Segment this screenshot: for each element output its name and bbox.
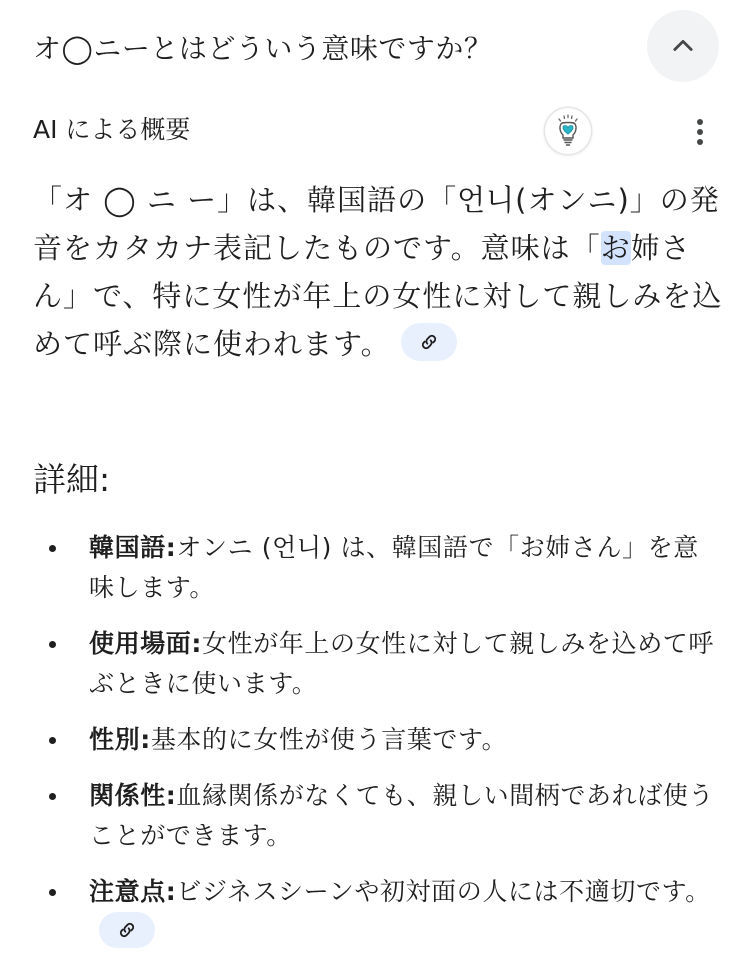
item-text: ビジネスシーンや初対面の人には不適切です。 bbox=[176, 877, 711, 906]
lightbulb-heart-icon bbox=[545, 108, 591, 154]
list-item bbox=[33, 872, 723, 952]
ai-overview-summary bbox=[33, 176, 723, 368]
item-term: 注意点: bbox=[89, 877, 177, 906]
source-link-button[interactable] bbox=[401, 323, 457, 361]
selected-text-highlight: お bbox=[600, 231, 631, 265]
bullet-icon bbox=[49, 641, 56, 648]
question-header[interactable] bbox=[33, 10, 723, 84]
item-text: オンニ (언니) は、韓国語で「お姉さん」を意味します。 bbox=[89, 533, 699, 602]
more-options-button[interactable] bbox=[687, 114, 713, 150]
list-item bbox=[33, 776, 723, 856]
list-item bbox=[33, 624, 723, 704]
list-item bbox=[33, 528, 723, 608]
item-term: 性別: bbox=[89, 725, 151, 754]
question-title[interactable]: オ◯ニーとはどういう意味ですか？ bbox=[33, 32, 493, 65]
source-link-button[interactable] bbox=[99, 912, 155, 948]
more-vert-icon bbox=[695, 117, 705, 147]
link-icon bbox=[117, 920, 137, 940]
item-term: 韓国語: bbox=[89, 533, 177, 562]
details-heading: 詳細: bbox=[33, 460, 111, 499]
bullet-icon bbox=[49, 737, 56, 744]
item-text: 女性が年上の女性に対して親しみを込めて呼ぶときに使います。 bbox=[89, 629, 715, 698]
bullet-icon bbox=[49, 793, 56, 800]
ai-overview-header bbox=[33, 108, 723, 156]
item-text: 血縁関係がなくても、親しい間柄であれば使うことができます。 bbox=[89, 781, 715, 850]
details-list bbox=[33, 528, 723, 968]
item-term: 関係性: bbox=[89, 781, 177, 810]
ai-overview-label: AI による概要 bbox=[33, 115, 191, 144]
item-text: 基本的に女性が使う言葉です。 bbox=[150, 725, 508, 754]
summary-text-part2: 姉さん」で、特に女性が年上の女性に対して親しみを込めて呼ぶ際に使われます。 bbox=[33, 231, 723, 361]
collapse-button[interactable] bbox=[647, 10, 719, 82]
list-item bbox=[33, 720, 723, 760]
bullet-icon bbox=[49, 545, 56, 552]
chevron-up-icon bbox=[669, 32, 697, 60]
link-icon bbox=[419, 332, 439, 352]
bullet-icon bbox=[49, 889, 56, 896]
summary-text-part1: 「オ ◯ ニ ー」は、韓国語の「언니(オンニ)」の発音をカタカナ表記したものです。意味は「 bbox=[33, 183, 720, 265]
item-term: 使用場面: bbox=[89, 629, 202, 658]
